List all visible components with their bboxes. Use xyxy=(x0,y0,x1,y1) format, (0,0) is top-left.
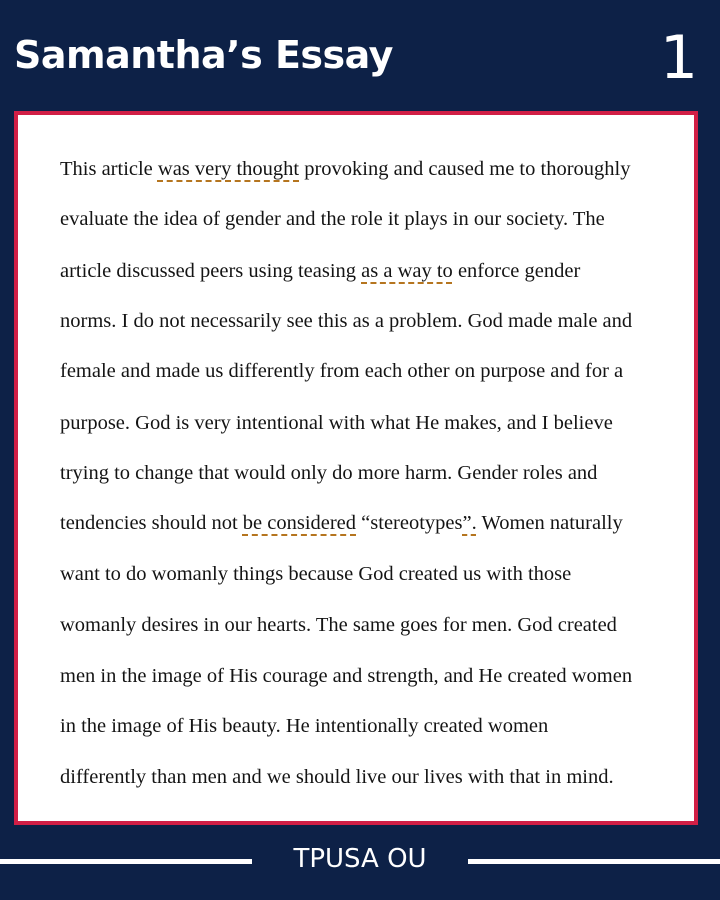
essay-text: enforce gender xyxy=(452,260,581,282)
essay-line-3 xyxy=(60,261,580,282)
essay-line-11: men in the image of His courage and strength, and He created women xyxy=(60,665,633,687)
essay-line-2: evaluate the idea of gender and the role it plays in our society. The xyxy=(60,208,605,230)
essay-line-1 xyxy=(60,159,630,180)
page-number: 1 xyxy=(659,23,698,93)
essay-body xyxy=(18,115,694,821)
essay-line-5: female and made us differently from each other on purpose and for a xyxy=(60,360,624,382)
essay-text: tendencies should not xyxy=(60,512,243,534)
essay-line-13: differently than men and we should live our lives with that in mind. xyxy=(60,766,614,788)
footer-label: TPUSA OU xyxy=(293,844,427,874)
essay-text: Women naturally xyxy=(476,512,623,534)
grammar-flag[interactable]: was very thought xyxy=(157,158,300,180)
grammar-flag[interactable]: be considered xyxy=(242,512,357,534)
essay-line-7: trying to change that would only do more harm. Gender roles and xyxy=(60,462,598,484)
essay-text: “stereotypes xyxy=(356,512,463,534)
header-title: Samantha’s Essay xyxy=(14,33,393,77)
essay-text: This article xyxy=(60,158,158,180)
essay-line-4: norms. I do not necessarily see this as a problem. God made male and xyxy=(60,310,633,332)
essay-text: article discussed peers using teasing xyxy=(60,260,362,282)
essay-line-8 xyxy=(60,513,623,534)
essay-frame xyxy=(14,111,698,825)
essay-line-9: want to do womanly things because God created us with those xyxy=(60,563,572,585)
grammar-flag[interactable]: ”. xyxy=(462,512,477,534)
essay-text: provoking and caused me to thoroughly xyxy=(299,158,631,180)
footer-rule-right xyxy=(468,859,720,864)
essay-line-10: womanly desires in our hearts. The same goes for men. God created xyxy=(60,614,617,636)
essay-line-12: in the image of His beauty. He intentionally created women xyxy=(60,715,549,737)
essay-line-6: purpose. God is very intentional with what He makes, and I believe xyxy=(60,412,613,434)
grammar-flag[interactable]: as a way to xyxy=(361,260,453,282)
